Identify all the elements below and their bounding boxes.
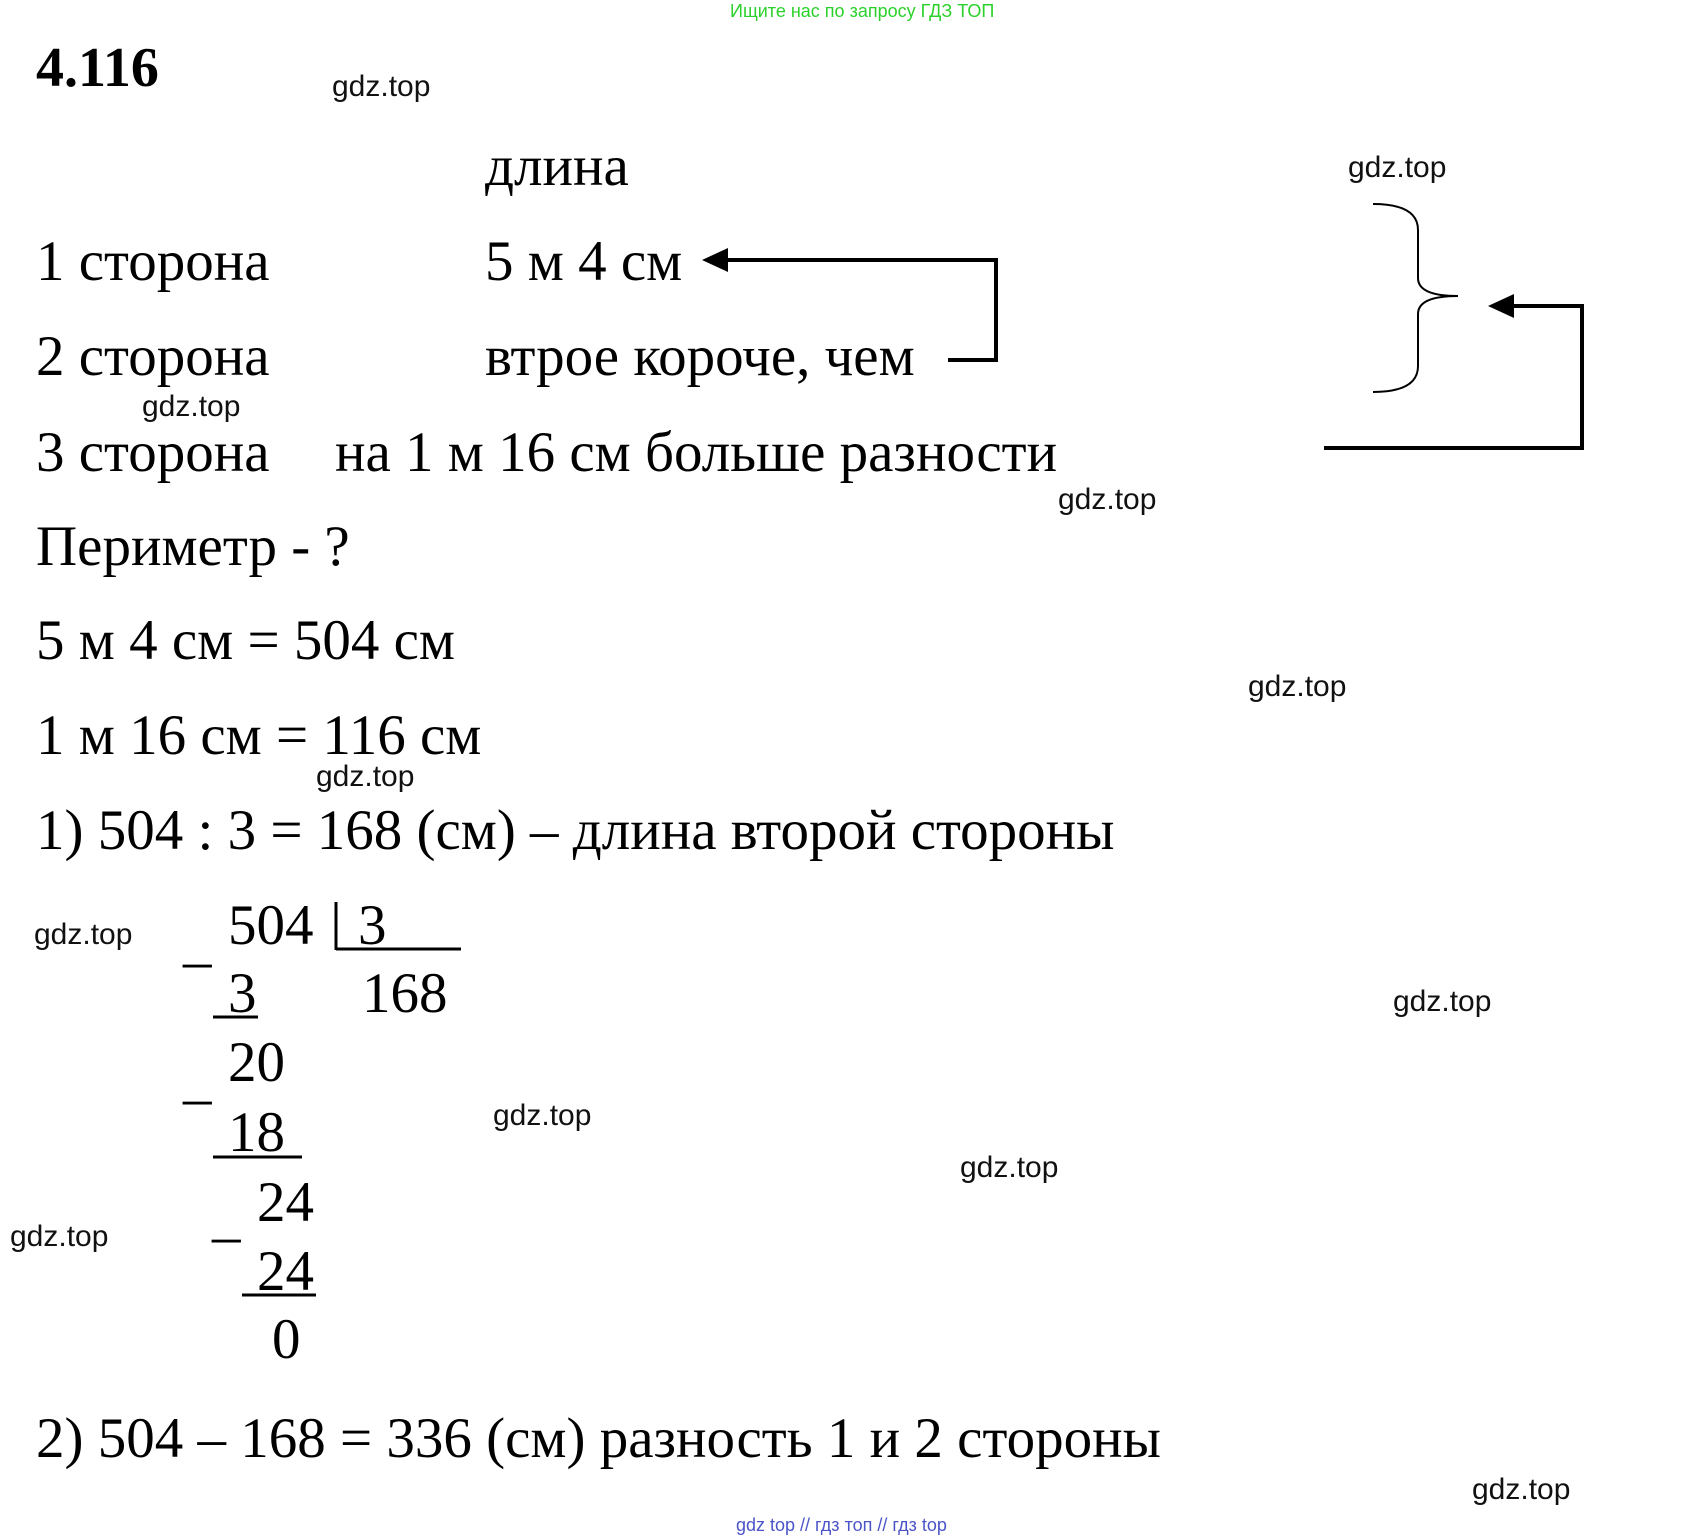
watermark: gdz.top — [1393, 985, 1492, 1018]
division-rem-1: 20 — [228, 1031, 285, 1094]
question: Периметр - ? — [36, 515, 350, 578]
division-minus-1: _ — [183, 910, 212, 973]
side-2-value: втрое короче, чем — [485, 325, 915, 388]
watermark: gdz.top — [493, 1099, 592, 1132]
watermark: gdz.top — [1348, 151, 1447, 184]
watermark: gdz.top — [34, 918, 133, 951]
watermark: gdz.top — [316, 760, 415, 793]
column-header: длина — [485, 135, 629, 198]
search-banner: Ищите нас по запросу ГДЗ ТОП — [730, 1, 995, 21]
division-rem-2: 24 — [257, 1171, 314, 1234]
watermark: gdz.top — [142, 390, 241, 423]
division-sub-1: 3 — [228, 962, 257, 1025]
division-minus-2: _ — [183, 1047, 212, 1110]
division-quotient: 168 — [362, 962, 448, 1025]
side-3-label: 3 сторона — [36, 421, 270, 484]
footer-links: gdz top // гдз топ // гдз top — [736, 1515, 947, 1535]
watermark: gdz.top — [332, 70, 431, 103]
conversion-2: 1 м 16 см = 116 см — [36, 704, 482, 767]
division-sub-2: 18 — [228, 1101, 285, 1164]
watermark: gdz.top — [1248, 670, 1347, 703]
conversion-1: 5 м 4 см = 504 см — [36, 609, 455, 672]
arrow-head-1 — [702, 248, 728, 272]
division-minus-3: _ — [212, 1185, 241, 1248]
watermark: gdz.top — [1058, 483, 1157, 516]
arrow-line-1 — [722, 260, 996, 360]
task-number: 4.116 — [36, 37, 159, 99]
curly-brace — [1373, 204, 1458, 392]
watermark: gdz.top — [1472, 1473, 1571, 1506]
division-divisor: 3 — [358, 894, 387, 957]
division-final: 0 — [272, 1308, 301, 1371]
step-1: 1) 504 : 3 = 168 (см) – длина второй стороны — [36, 799, 1115, 862]
side-1-label: 1 сторона — [36, 230, 270, 293]
division-sub-3: 24 — [257, 1240, 314, 1303]
step-2: 2) 504 – 168 = 336 (см) разность 1 и 2 стороны — [36, 1407, 1161, 1470]
side-2-label: 2 сторона — [36, 325, 270, 388]
side-3-value: на 1 м 16 см больше разности — [335, 421, 1058, 484]
arrow-head-2 — [1488, 294, 1514, 318]
watermark: gdz.top — [960, 1151, 1059, 1184]
watermark: gdz.top — [10, 1220, 109, 1253]
division-dividend: 504 — [228, 894, 314, 957]
side-1-value: 5 м 4 см — [485, 230, 683, 293]
arrow-line-2 — [1324, 306, 1582, 448]
